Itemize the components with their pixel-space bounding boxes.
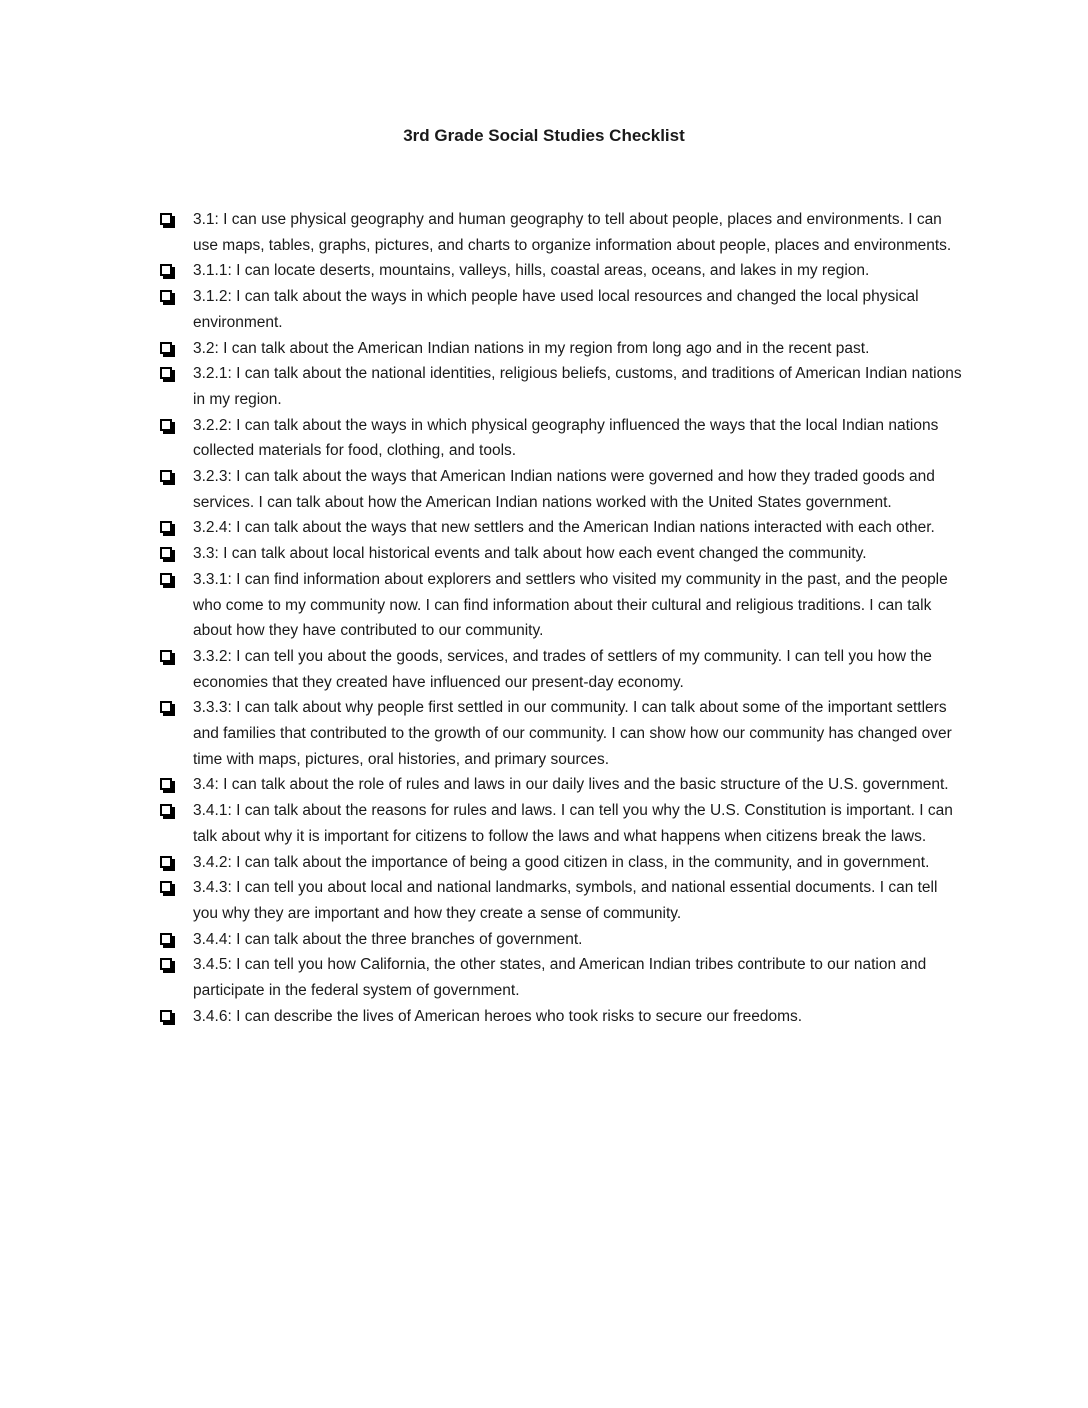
unchecked-checkbox-icon (160, 1010, 172, 1022)
checklist-item (160, 541, 963, 567)
checklist-item (160, 798, 963, 849)
checklist-item-text: 3.1.2: I can talk about the ways in which people have used local resources and changed the local physical environment. (193, 288, 919, 331)
checklist-item-text: 3.4.2: I can talk about the importance of being a good citizen in class, in the community, and in government. (193, 853, 930, 871)
unchecked-checkbox-icon (160, 342, 172, 354)
unchecked-checkbox-icon (160, 701, 172, 713)
checklist-item (160, 336, 963, 362)
document-title: 3rd Grade Social Studies Checklist (403, 126, 685, 145)
checklist-item (160, 644, 963, 695)
checklist-item-text: 3.3.2: I can tell you about the goods, services, and trades of settlers of my community. I can tell you how the economies that they created have influenced our present-day economy. (193, 647, 932, 691)
checklist-item-text: 3.2.3: I can talk about the ways that American Indian nations were governed and how they traded goods and services. I can talk about how the American Indian nations worked with the United States government. (193, 468, 935, 511)
unchecked-checkbox-icon (160, 933, 172, 945)
unchecked-checkbox-icon (160, 470, 172, 482)
checklist-item (160, 850, 963, 876)
checklist (0, 207, 1088, 1030)
checklist-item (160, 284, 963, 335)
checklist-item (160, 695, 963, 772)
checklist-item (160, 515, 963, 541)
unchecked-checkbox-icon (160, 547, 172, 559)
checklist-item (160, 927, 963, 953)
checklist-item-text: 3.3.3: I can talk about why people first settled in our community. I can talk about some of the important settlers and families that contributed to the growth of our community. I can show how our community has changed over time with maps, pictures, oral histories, and primary sources. (193, 699, 952, 768)
unchecked-checkbox-icon (160, 573, 172, 585)
checklist-item (160, 1004, 963, 1030)
checklist-item-text: 3.4.5: I can tell you how California, the other states, and American Indian tribes contribute to our nation and participate in the federal system of government. (193, 956, 927, 1000)
unchecked-checkbox-icon (160, 367, 172, 379)
checklist-item (160, 207, 963, 258)
checklist-item-text: 3.4: I can talk about the role of rules and laws in our daily lives and the basic structure of the U.S. government. (193, 776, 949, 794)
checklist-item-text: 3.3: I can talk about local historical events and talk about how each event changed the community. (193, 545, 867, 563)
checklist-item (160, 361, 963, 412)
checklist-item (160, 567, 963, 644)
checklist-item (160, 464, 963, 515)
checklist-item (160, 413, 963, 464)
checklist-item-text: 3.2.1: I can talk about the national identities, religious beliefs, customs, and traditions of American Indian nations in my region. (193, 365, 962, 408)
checklist-item-text: 3.4.3: I can tell you about local and national landmarks, symbols, and national essential documents. I can tell you why they are important and how they create a sense of community. (193, 879, 938, 922)
unchecked-checkbox-icon (160, 856, 172, 868)
unchecked-checkbox-icon (160, 650, 172, 662)
checklist-item-text: 3.4.1: I can talk about the reasons for rules and laws. I can tell you why the U.S. Constitution is important. I can talk about why it is important for citizens to follow the laws and what happens when citizens break the laws. (193, 802, 953, 845)
unchecked-checkbox-icon (160, 213, 172, 225)
checklist-item-text: 3.2.2: I can talk about the ways in which physical geography influenced the ways that the local Indian nations collected materials for food, clothing, and tools. (193, 416, 939, 460)
checklist-item (160, 258, 963, 284)
checklist-item-text: 3.1: I can use physical geography and human geography to tell about people, places and environments. I can use maps, tables, graphs, pictures, and charts to organize information about people, places and environments. (193, 211, 952, 254)
unchecked-checkbox-icon (160, 521, 172, 533)
checklist-item (160, 875, 963, 926)
unchecked-checkbox-icon (160, 804, 172, 816)
checklist-item-text: 3.2.4: I can talk about the ways that new settlers and the American Indian nations interacted with each other. (193, 519, 935, 537)
unchecked-checkbox-icon (160, 881, 172, 893)
unchecked-checkbox-icon (160, 958, 172, 970)
checklist-item (160, 772, 963, 798)
unchecked-checkbox-icon (160, 264, 172, 276)
unchecked-checkbox-icon (160, 290, 172, 302)
checklist-item-text: 3.1.1: I can locate deserts, mountains, valleys, hills, coastal areas, oceans, and lakes in my region. (193, 262, 870, 280)
checklist-item-text: 3.4.6: I can describe the lives of American heroes who took risks to secure our freedoms. (193, 1007, 803, 1025)
checklist-item-text: 3.2: I can talk about the American Indian nations in my region from long ago and in the recent past. (193, 339, 870, 357)
unchecked-checkbox-icon (160, 778, 172, 790)
checklist-item (160, 952, 963, 1003)
checklist-item-text: 3.3.1: I can find information about explorers and settlers who visited my community in the past, and the people who come to my community now. I can find information about their cultural and religious traditions. I can talk about how they have contributed to our community. (193, 570, 948, 640)
checklist-item-text: 3.4.4: I can talk about the three branches of government. (193, 930, 583, 948)
unchecked-checkbox-icon (160, 419, 172, 431)
